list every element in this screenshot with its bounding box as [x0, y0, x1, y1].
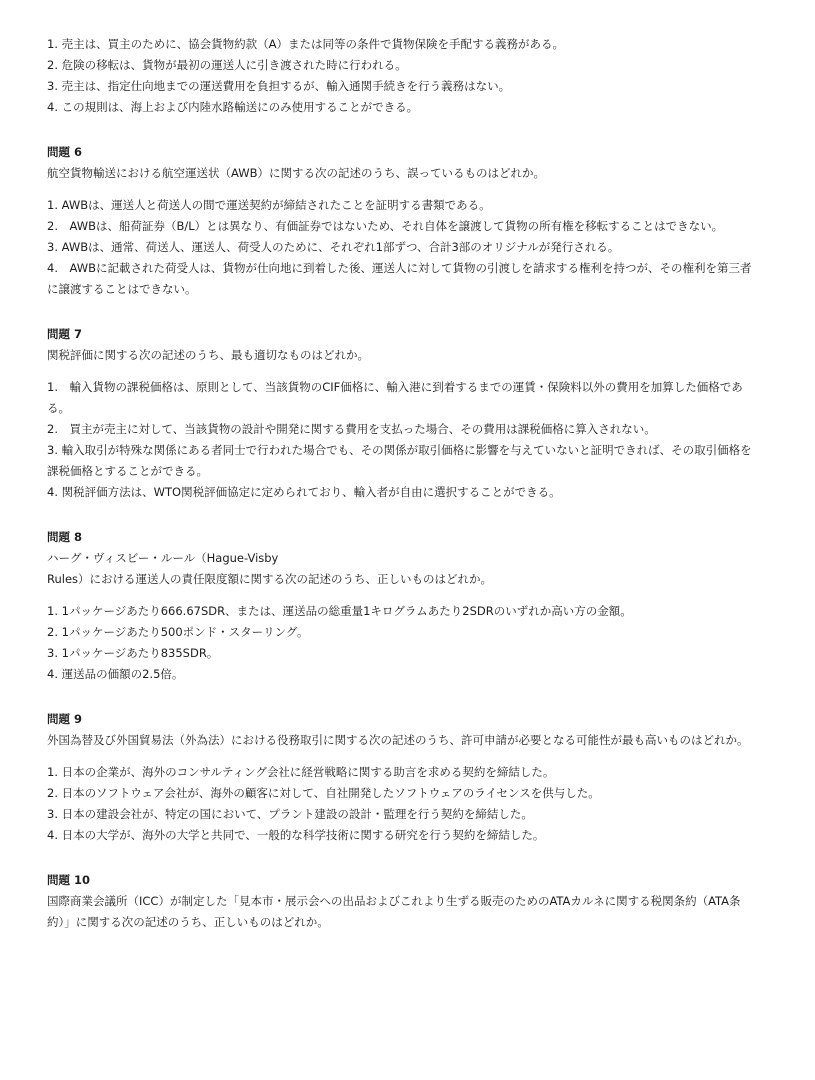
option-2: 2. 日本のソフトウェア会社が、海外の顧客に対して、自社開発したソフトウェアのライセンスを供与した。	[47, 786, 600, 800]
option-1: 1. 日本の企業が、海外のコンサルティング会社に経営戦略に関する助言を求める契約を締結した。	[47, 765, 555, 779]
option-4: 4. 関税評価方法は、WTO関税評価協定に定められており、輸入者が自由に選択することができる。	[47, 485, 561, 499]
question-text: 国際商業会議所（ICC）が制定した「見本市・展示会への出品およびこれより生ずる販売のためのATAカルネに関する税関条約（ATA条約）」に関する次の記述のうち、正しいものはどれか。	[47, 894, 741, 929]
option-1: 1. 売主は、買主のために、協会貨物約款（A）または同等の条件で貨物保険を手配する義務がある。	[47, 37, 564, 51]
question-text: 外国為替及び外国貿易法（外為法）における役務取引に関する次の記述のうち、許可申請が必要となる可能性が最も高いものはどれか。	[47, 733, 749, 747]
question-title: 問題 8	[47, 530, 83, 544]
option-1: 1. 輸入貨物の課税価格は、原則として、当該貨物のCIF価格に、輸入港に到着するまでの運賃・保険料以外の費用を加算した価格である。	[47, 380, 743, 415]
option-3: 3. 売主は、指定仕向地までの運送費用を負担するが、輸入通関手続きを行う義務はない。	[47, 79, 511, 93]
previous-question-options	[47, 34, 762, 118]
question-9	[47, 709, 762, 846]
option-3: 3. 日本の建設会社が、特定の国において、プラント建設の設計・監理を行う契約を締結した。	[47, 807, 533, 821]
option-4: 4. AWBに記載された荷受人は、貨物が仕向地に到着した後、運送人に対して貨物の引渡しを請求する権利を持つが、その権利を第三者に譲渡することはできない。	[47, 261, 752, 296]
option-2: 2. 1パッケージあたり500ポンド・スターリング。	[47, 625, 309, 639]
option-2: 2. 危険の移転は、貨物が最初の運送人に引き渡された時に行われる。	[47, 58, 407, 72]
question-7	[47, 324, 762, 503]
option-3: 3. AWBは、通常、荷送人、運送人、荷受人のために、それぞれ1部ずつ、合計3部のオリジナルが発行される。	[47, 240, 620, 254]
option-2: 2. 買主が売主に対して、当該貨物の設計や開発に関する費用を支払った場合、その費用は課税価格に算入されない。	[47, 422, 656, 436]
question-title: 問題 7	[47, 327, 83, 341]
question-text: 関税評価に関する次の記述のうち、最も適切なものはどれか。	[47, 348, 369, 362]
option-4: 4. この規則は、海上および内陸水路輸送にのみ使用することができる。	[47, 100, 419, 114]
question-title: 問題 9	[47, 712, 83, 726]
question-title: 問題 6	[47, 145, 83, 159]
option-3: 3. 1パッケージあたり835SDR。	[47, 646, 219, 660]
document-body	[47, 34, 762, 933]
option-4: 4. 日本の大学が、海外の大学と共同で、一般的な科学技術に関する研究を行う契約を締結した。	[47, 828, 545, 842]
option-3: 3. 輸入取引が特殊な関係にある者同士で行われた場合でも、その関係が取引価格に影響を与えていないと証明できれば、その取引価格を課税価格とすることができる。	[47, 443, 752, 478]
question-text-line-1: ハーグ・ヴィスビー・ルール（Hague-Visby	[47, 551, 279, 565]
question-10	[47, 870, 762, 933]
question-6	[47, 142, 762, 300]
option-1: 1. 1パッケージあたり666.67SDR、または、運送品の総重量1キログラムあたり2SDRのいずれか高い方の金額。	[47, 604, 632, 618]
question-8	[47, 527, 762, 685]
option-1: 1. AWBは、運送人と荷送人の間で運送契約が締結されたことを証明する書類である。	[47, 198, 491, 212]
question-title: 問題 10	[47, 873, 91, 887]
option-2: 2. AWBは、船荷証券（B/L）とは異なり、有価証券ではないため、それ自体を譲渡して貨物の所有権を移転することはできない。	[47, 219, 724, 233]
question-text-line-2: Rules）における運送人の責任限度額に関する次の記述のうち、正しいものはどれか。	[47, 572, 493, 586]
question-text: 航空貨物輸送における航空運送状（AWB）に関する次の記述のうち、誤っているものはどれか。	[47, 166, 545, 180]
option-4: 4. 運送品の価額の2.5倍。	[47, 667, 184, 681]
